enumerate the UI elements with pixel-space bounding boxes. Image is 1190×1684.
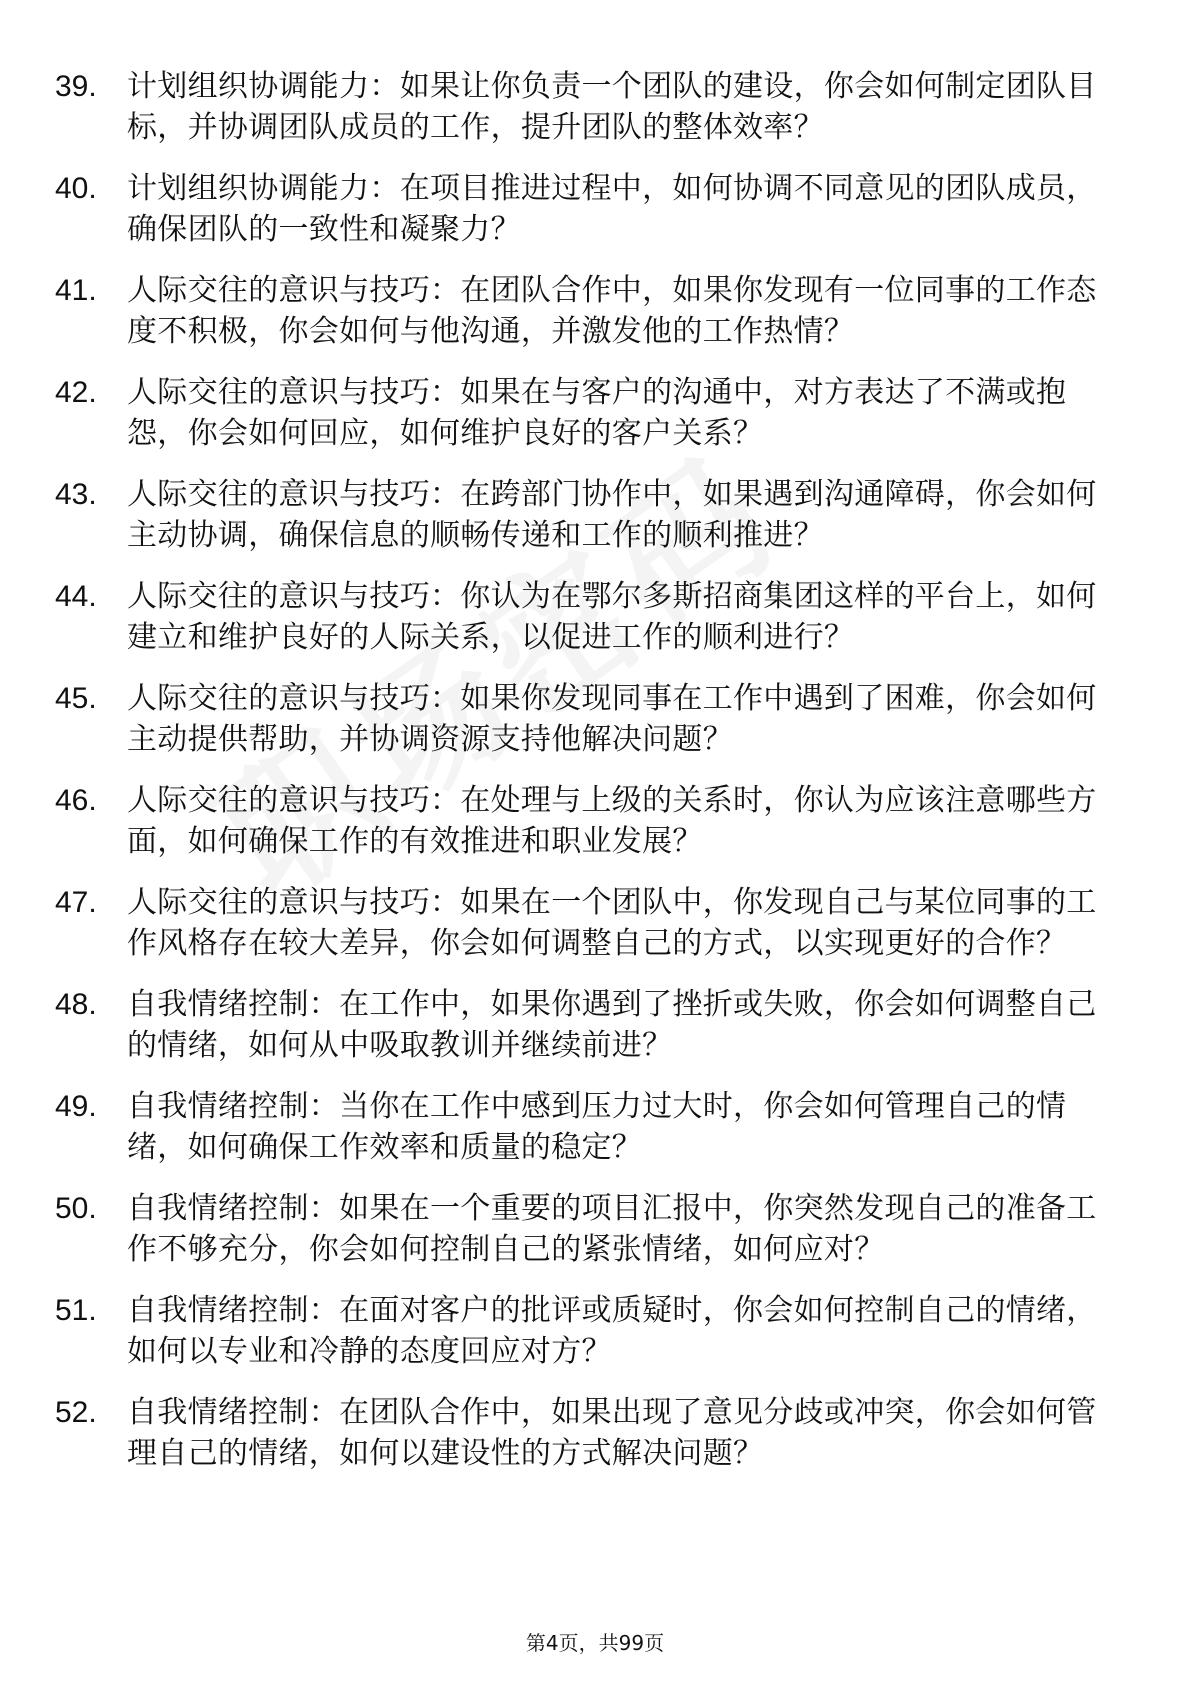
list-item [55,984,1115,1066]
question-list [55,66,1115,1494]
question-text: 人际交往的意识与技巧：在团队合作中，如果你发现有一位同事的工作态度不积极，你会如何与他沟通，并激发他的工作热情？ [127,273,1097,349]
question-number: 48. [55,988,97,1021]
question-text: 自我情绪控制：当你在工作中感到压力过大时，你会如何管理自己的情绪，如何确保工作效率和质量的稳定？ [127,1089,1067,1165]
question-number: 51. [55,1294,97,1327]
question-number: 42. [55,376,97,409]
question-text: 计划组织协调能力：在项目推进过程中，如何协调不同意见的团队成员，确保团队的一致性和凝聚力？ [127,171,1097,247]
question-number: 45. [55,682,97,715]
list-item [55,66,1115,148]
question-number: 47. [55,886,97,919]
list-item [55,678,1115,760]
question-number: 52. [55,1396,97,1429]
list-item [55,882,1115,964]
question-number: 41. [55,274,97,307]
question-number: 44. [55,580,97,613]
question-text: 人际交往的意识与技巧：如果在一个团队中，你发现自己与某位同事的工作风格存在较大差异，你会如何调整自己的方式，以实现更好的合作？ [127,885,1097,961]
question-text: 人际交往的意识与技巧：如果在与客户的沟通中，对方表达了不满或抱怨，你会如何回应，如何维护良好的客户关系？ [127,375,1067,451]
list-item [55,1392,1115,1474]
question-number: 46. [55,784,97,817]
page-number-footer: 第4页，共99页 [525,1631,665,1655]
list-item [55,372,1115,454]
question-text: 计划组织协调能力：如果让你负责一个团队的建设，你会如何制定团队目标，并协调团队成员的工作，提升团队的整体效率？ [127,69,1097,145]
question-text: 人际交往的意识与技巧：在处理与上级的关系时，你认为应该注意哪些方面，如何确保工作的有效推进和职业发展？ [127,783,1097,859]
question-number: 49. [55,1090,97,1123]
question-text: 自我情绪控制：如果在一个重要的项目汇报中，你突然发现自己的准备工作不够充分，你会如何控制自己的紧张情绪，如何应对？ [127,1191,1097,1267]
question-text: 人际交往的意识与技巧：在跨部门协作中，如果遇到沟通障碍，你会如何主动协调，确保信息的顺畅传递和工作的顺利推进？ [127,477,1097,553]
question-text: 人际交往的意识与技巧：你认为在鄂尔多斯招商集团这样的平台上，如何建立和维护良好的人际关系，以促进工作的顺利进行？ [127,579,1097,655]
question-text: 自我情绪控制：在团队合作中，如果出现了意见分歧或冲突，你会如何管理自己的情绪，如何以建设性的方式解决问题？ [127,1395,1097,1471]
question-number: 43. [55,478,97,511]
question-text: 自我情绪控制：在工作中，如果你遇到了挫折或失败，你会如何调整自己的情绪，如何从中吸取教训并继续前进？ [127,987,1097,1063]
question-number: 39. [55,70,97,103]
question-number: 50. [55,1192,97,1225]
list-item [55,1290,1115,1372]
question-text: 自我情绪控制：在面对客户的批评或质疑时，你会如何控制自己的情绪，如何以专业和冷静的态度回应对方？ [127,1293,1097,1369]
list-item [55,270,1115,352]
list-item [55,1188,1115,1270]
list-item [55,168,1115,250]
question-number: 40. [55,172,97,205]
list-item [55,1086,1115,1168]
list-item [55,474,1115,556]
question-text: 人际交往的意识与技巧：如果你发现同事在工作中遇到了困难，你会如何主动提供帮助，并协调资源支持他解决问题？ [127,681,1097,757]
list-item [55,576,1115,658]
list-item [55,780,1115,862]
